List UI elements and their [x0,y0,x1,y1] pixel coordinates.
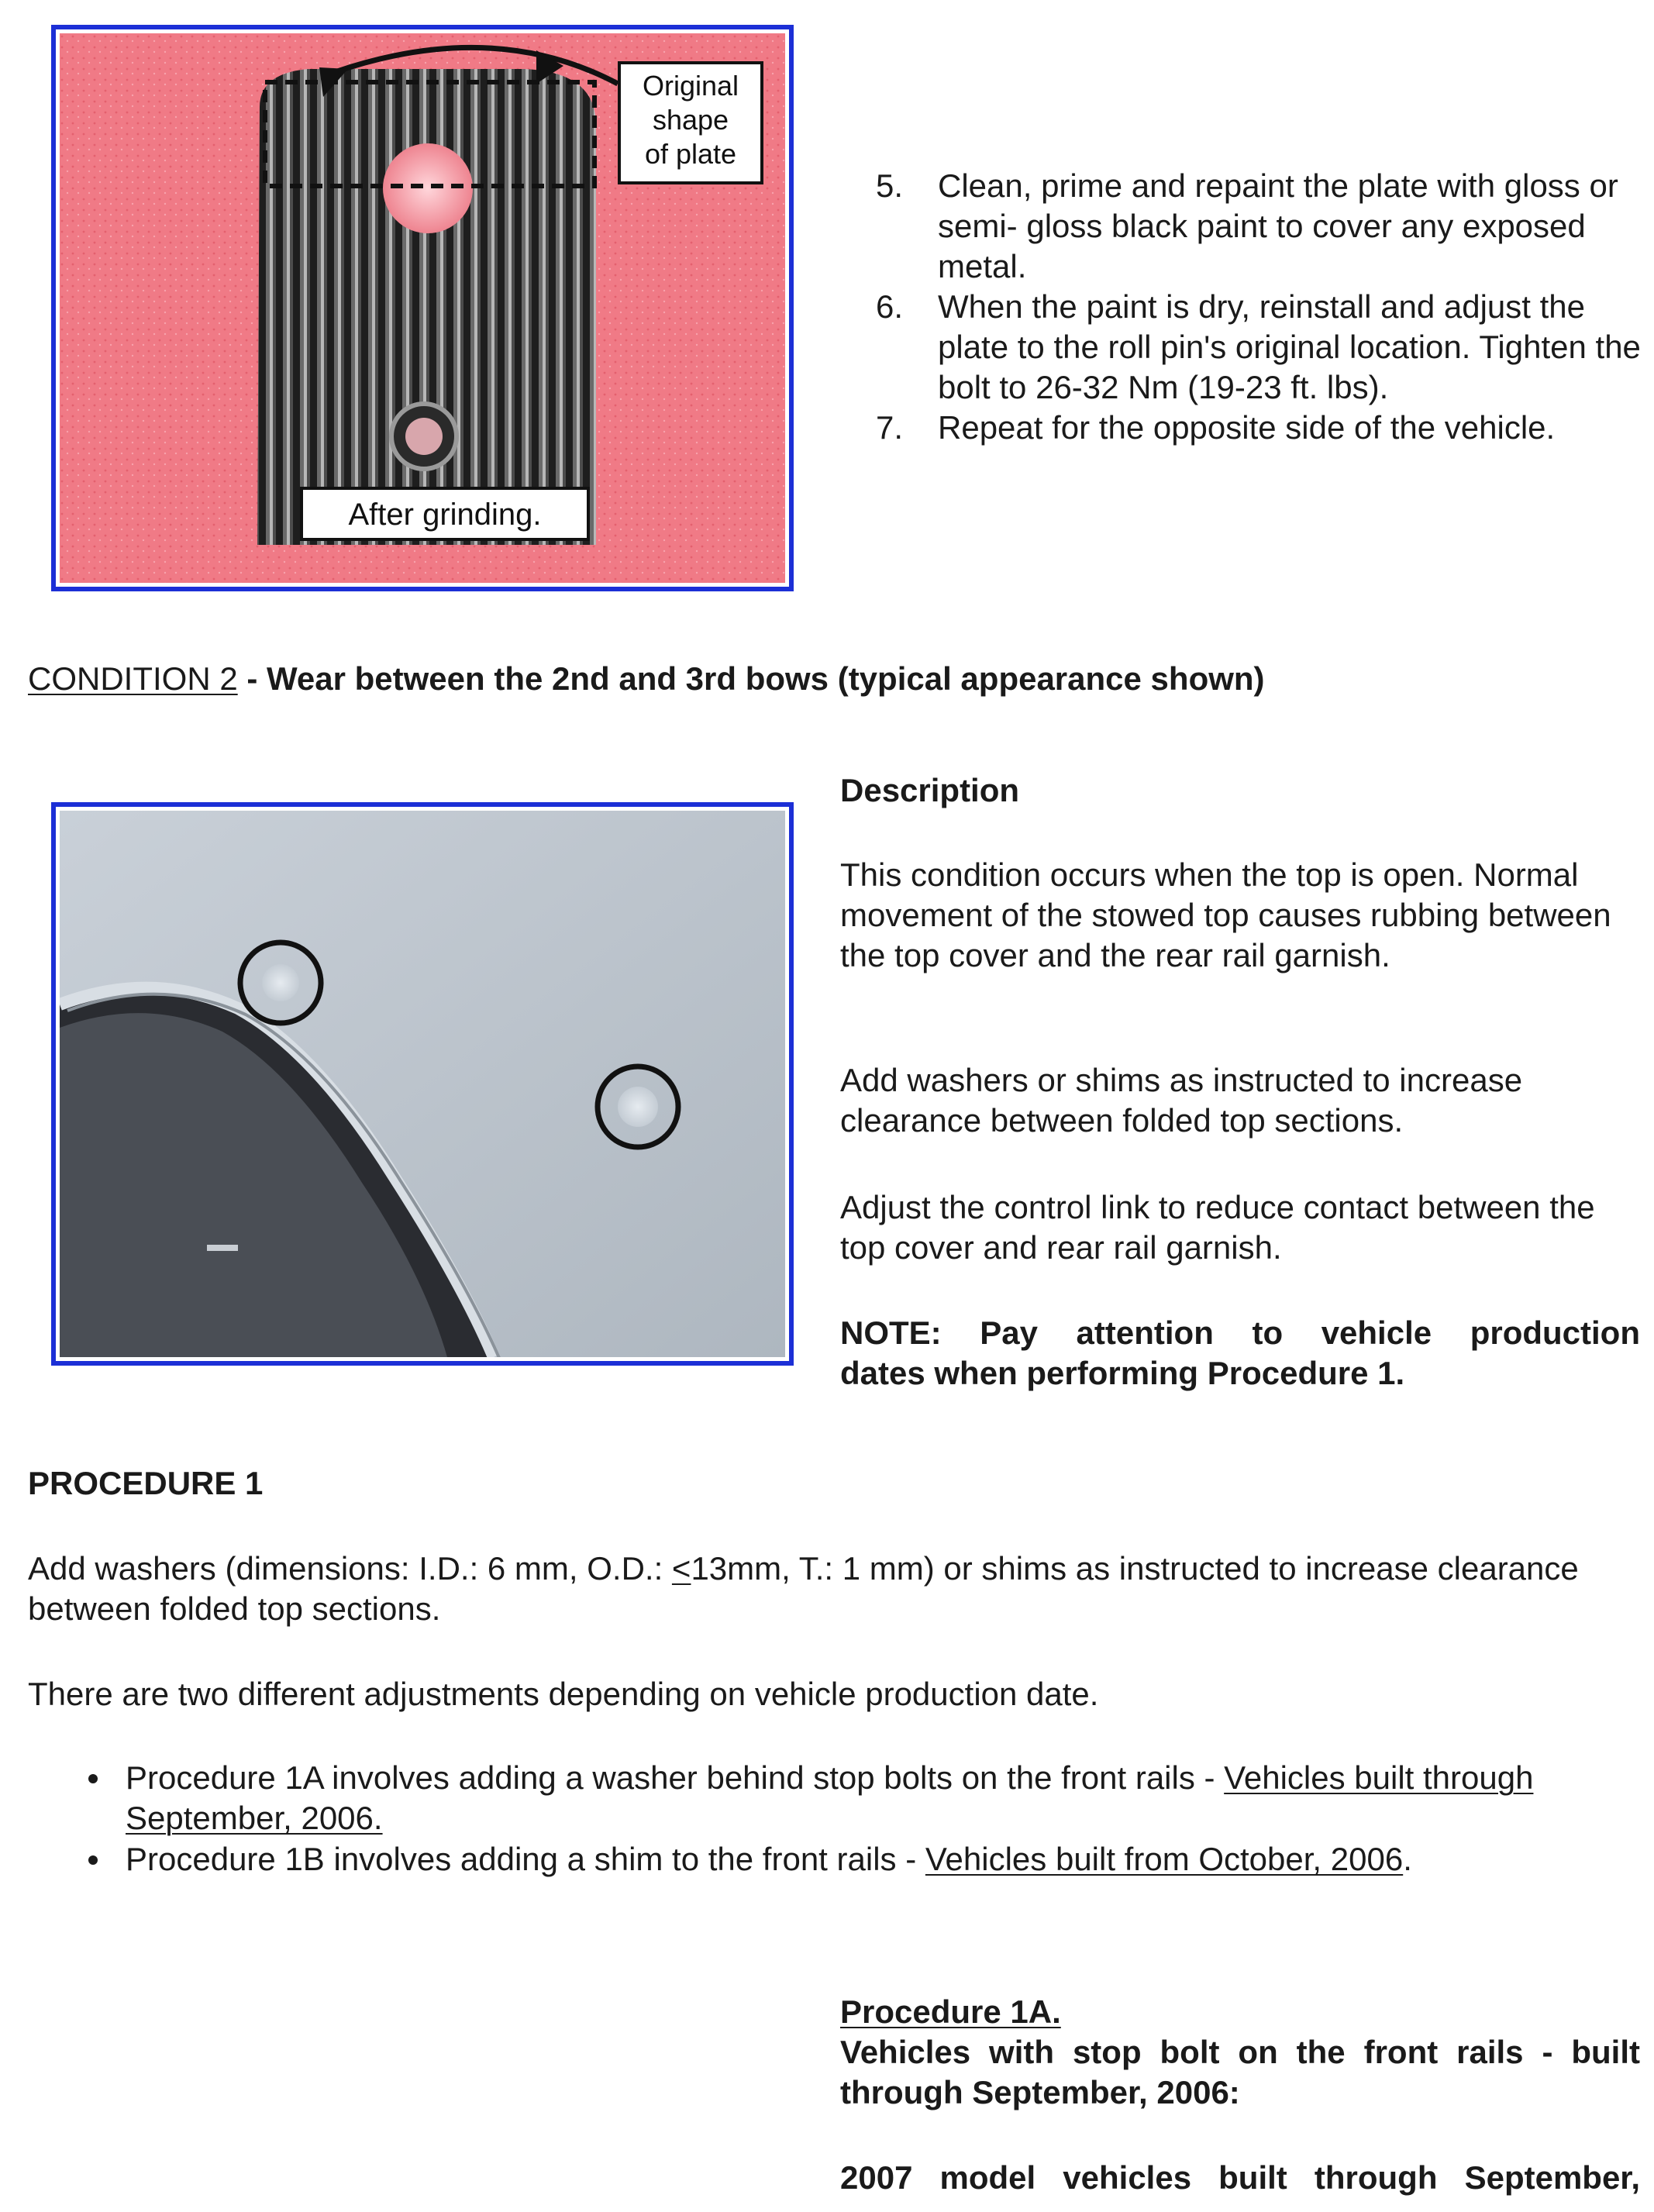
procedure-1-paragraph-1 [28,1549,1625,1629]
condition-2-title: - Wear between the 2nd and 3rd bows (typical appearance shown) [237,660,1265,697]
step-text: Repeat for the opposite side of the vehicle. [938,409,1556,446]
list-item [78,1758,1581,1838]
step-number: 5. [876,167,904,204]
description-paragraph-1: This condition occurs when the top is open. Normal movement of the stowed top causes rubbing between the top cover and the rear rail garnish. [840,856,1611,973]
bullet-text: Procedure 1B involves adding a shim to the front rails - [126,1841,925,1877]
wear-spot [618,1087,658,1127]
plate-illustration [60,33,785,583]
list-item [78,1839,1581,1880]
condition-2-heading [28,659,1640,699]
procedure-1a-subtitle-line-1: Vehicles with stop bolt on the front rails - built [840,2034,1640,2070]
procedure-1-heading: PROCEDURE 1 [28,1465,264,1501]
original-shape-label-line3: of plate [644,138,737,170]
list-item [876,166,1643,287]
procedure-1a-subtitle-line-2: through September, 2006: [840,2074,1240,2110]
ribbed-plate [257,69,596,545]
original-shape-label-line2: shape [652,104,729,136]
step-text: When the paint is dry, reinstall and adjust the plate to the roll pin's original location. Tighten the bolt to 26-32 Nm (19-23 ft. lbs). [938,288,1641,405]
condition-2-label: CONDITION 2 [28,660,238,697]
procedure-1-text-start: Add washers (dimensions: I.D.: 6 mm, O.D.: [28,1550,672,1587]
procedure-1a-title: Procedure 1A. [840,1993,1061,2030]
procedure-1-paragraph-2: There are two different adjustments depending on vehicle production date. [28,1676,1099,1712]
procedure-1a-note-line-1: 2007 model vehicles built through September, [840,2159,1640,2196]
steps-list [876,166,1643,448]
step-text: Clean, prime and repaint the plate with gloss or semi- gloss black paint to cover any exposed metal. [938,167,1618,284]
list-item [876,287,1643,408]
step-number: 6. [876,288,904,325]
top-cover-illustration [60,811,785,1357]
original-shape-label-line1: Original [642,70,739,102]
procedure-1-bullets [78,1758,1581,1880]
description-note-line-2: dates when performing Procedure 1. [840,1355,1405,1391]
bolt-center [405,418,443,455]
photo-top-cover-wear [51,802,794,1366]
procedure-1a-link[interactable]: Vehicles built through September, 2006. [126,1759,1534,1836]
description-paragraph-2: Add washers or shims as instructed to increase clearance between folded top sections. [840,1062,1523,1139]
procedure-1b-link[interactable]: Vehicles built from October, 2006 [925,1841,1404,1877]
description-paragraph-3: Adjust the control link to reduce contact between the top cover and rear rail garnish. [840,1189,1595,1266]
photo-plate-after-grinding [51,25,794,591]
wear-spot [262,964,299,1001]
after-grinding-label: After grinding. [348,498,542,532]
description-heading: Description [840,772,1020,808]
procedure-1-text-end: 13mm, T.: 1 mm) or shims as instructed to increase clearance between folded top sections. [28,1550,1579,1627]
less-or-equal-symbol: < [671,1550,691,1587]
bullet-tail: . [1403,1841,1412,1877]
bullet-text: Procedure 1A involves adding a washer behind stop bolts on the front rails - [126,1759,1225,1796]
interior-reflection [207,1245,238,1251]
description-note-line-1: NOTE: Pay attention to vehicle production [840,1314,1640,1351]
step-number: 7. [876,409,904,446]
list-item [876,408,1643,448]
